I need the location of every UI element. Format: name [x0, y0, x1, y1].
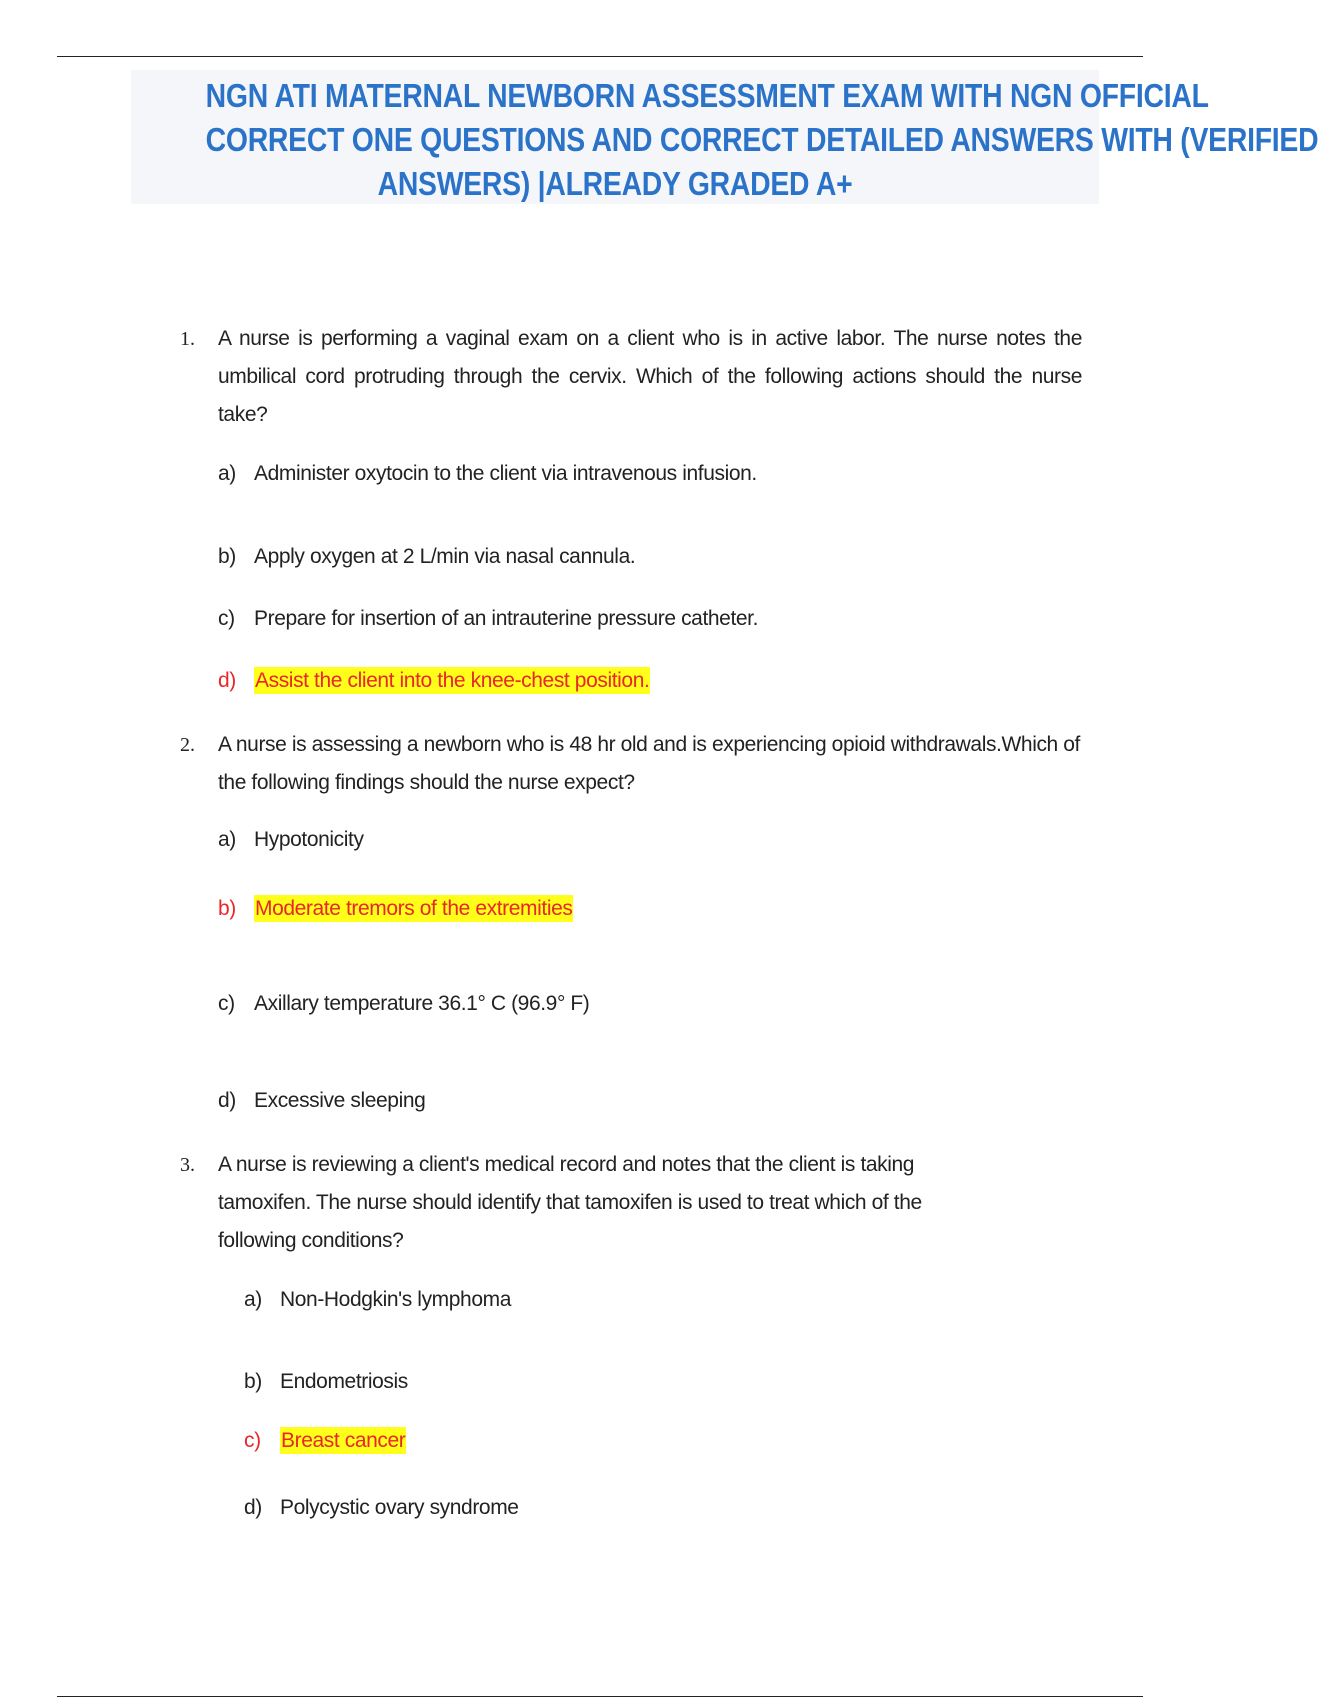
option-text: Administer oxytocin to the client via intravenous infusion.: [254, 462, 757, 485]
option-letter: c): [218, 992, 235, 1015]
option-1d-correct[interactable]: [218, 666, 650, 696]
option-3b[interactable]: [244, 1367, 408, 1397]
highlighted-answer: Moderate tremors of the extremities: [255, 897, 573, 920]
option-letter: c): [244, 1429, 261, 1452]
question-3: [180, 1146, 940, 1260]
question-text: A nurse is assessing a newborn who is 48 hr old and is experiencing opioid withdrawals.Which of the following findings should the nurse expect?: [218, 733, 1080, 794]
option-letter: d): [218, 669, 236, 692]
option-text: Apply oxygen at 2 L/min via nasal cannula.: [254, 545, 636, 568]
bottom-rule: [57, 1696, 1143, 1697]
question-1: [180, 320, 1082, 434]
title-line-3: ANSWERS) |ALREADY GRADED A+: [377, 165, 853, 202]
title-line-1: NGN ATI MATERNAL NEWBORN ASSESSMENT EXAM WITH NGN OFFICIAL: [205, 77, 1209, 114]
option-3a[interactable]: [244, 1285, 511, 1315]
option-text: Hypotonicity: [254, 828, 364, 851]
highlighted-answer: Assist the client into the knee-chest position.: [255, 669, 650, 692]
question-number: 1.: [180, 328, 195, 350]
question-number: 3.: [180, 1154, 195, 1176]
option-2d[interactable]: [218, 1086, 425, 1116]
option-1b[interactable]: [218, 542, 635, 572]
option-2c[interactable]: [218, 989, 589, 1019]
option-text: Prepare for insertion of an intrauterine pressure catheter.: [254, 607, 759, 630]
question-text: A nurse is performing a vaginal exam on a client who is in active labor. The nurse notes the umbilical cord protruding through the cervix. Which of the following actions should the nurse take?: [218, 327, 1082, 426]
option-1a[interactable]: [218, 459, 757, 489]
option-3d[interactable]: [244, 1493, 519, 1523]
document-title: [131, 70, 1318, 204]
option-2b-correct[interactable]: [218, 894, 573, 924]
option-letter: c): [218, 607, 235, 630]
highlighted-answer: Breast cancer: [281, 1429, 406, 1452]
option-text: Excessive sleeping: [254, 1089, 426, 1112]
option-text: Polycystic ovary syndrome: [280, 1496, 519, 1519]
question-text: A nurse is reviewing a client's medical record and notes that the client is taking tamoxifen. The nurse should identify that tamoxifen is used to treat which of the following conditions?: [218, 1153, 922, 1252]
option-letter: d): [244, 1496, 262, 1519]
option-1c[interactable]: [218, 604, 758, 634]
option-2a[interactable]: [218, 825, 364, 855]
option-letter: a): [218, 462, 236, 485]
option-letter: a): [244, 1288, 262, 1311]
option-text: Axillary temperature 36.1° C (96.9° F): [254, 992, 590, 1015]
option-letter: b): [218, 897, 236, 920]
option-letter: d): [218, 1089, 236, 1112]
question-number: 2.: [180, 734, 195, 756]
question-2: [180, 726, 1082, 802]
option-text: Endometriosis: [280, 1370, 408, 1393]
option-text: Non-Hodgkin's lymphoma: [280, 1288, 511, 1311]
option-letter: b): [218, 545, 236, 568]
option-letter: a): [218, 828, 236, 851]
option-3c-correct[interactable]: [244, 1426, 406, 1456]
top-rule: [57, 56, 1143, 57]
option-letter: b): [244, 1370, 262, 1393]
title-line-2: CORRECT ONE QUESTIONS AND CORRECT DETAILED ANSWERS WITH (VERIFIED: [205, 121, 1318, 158]
